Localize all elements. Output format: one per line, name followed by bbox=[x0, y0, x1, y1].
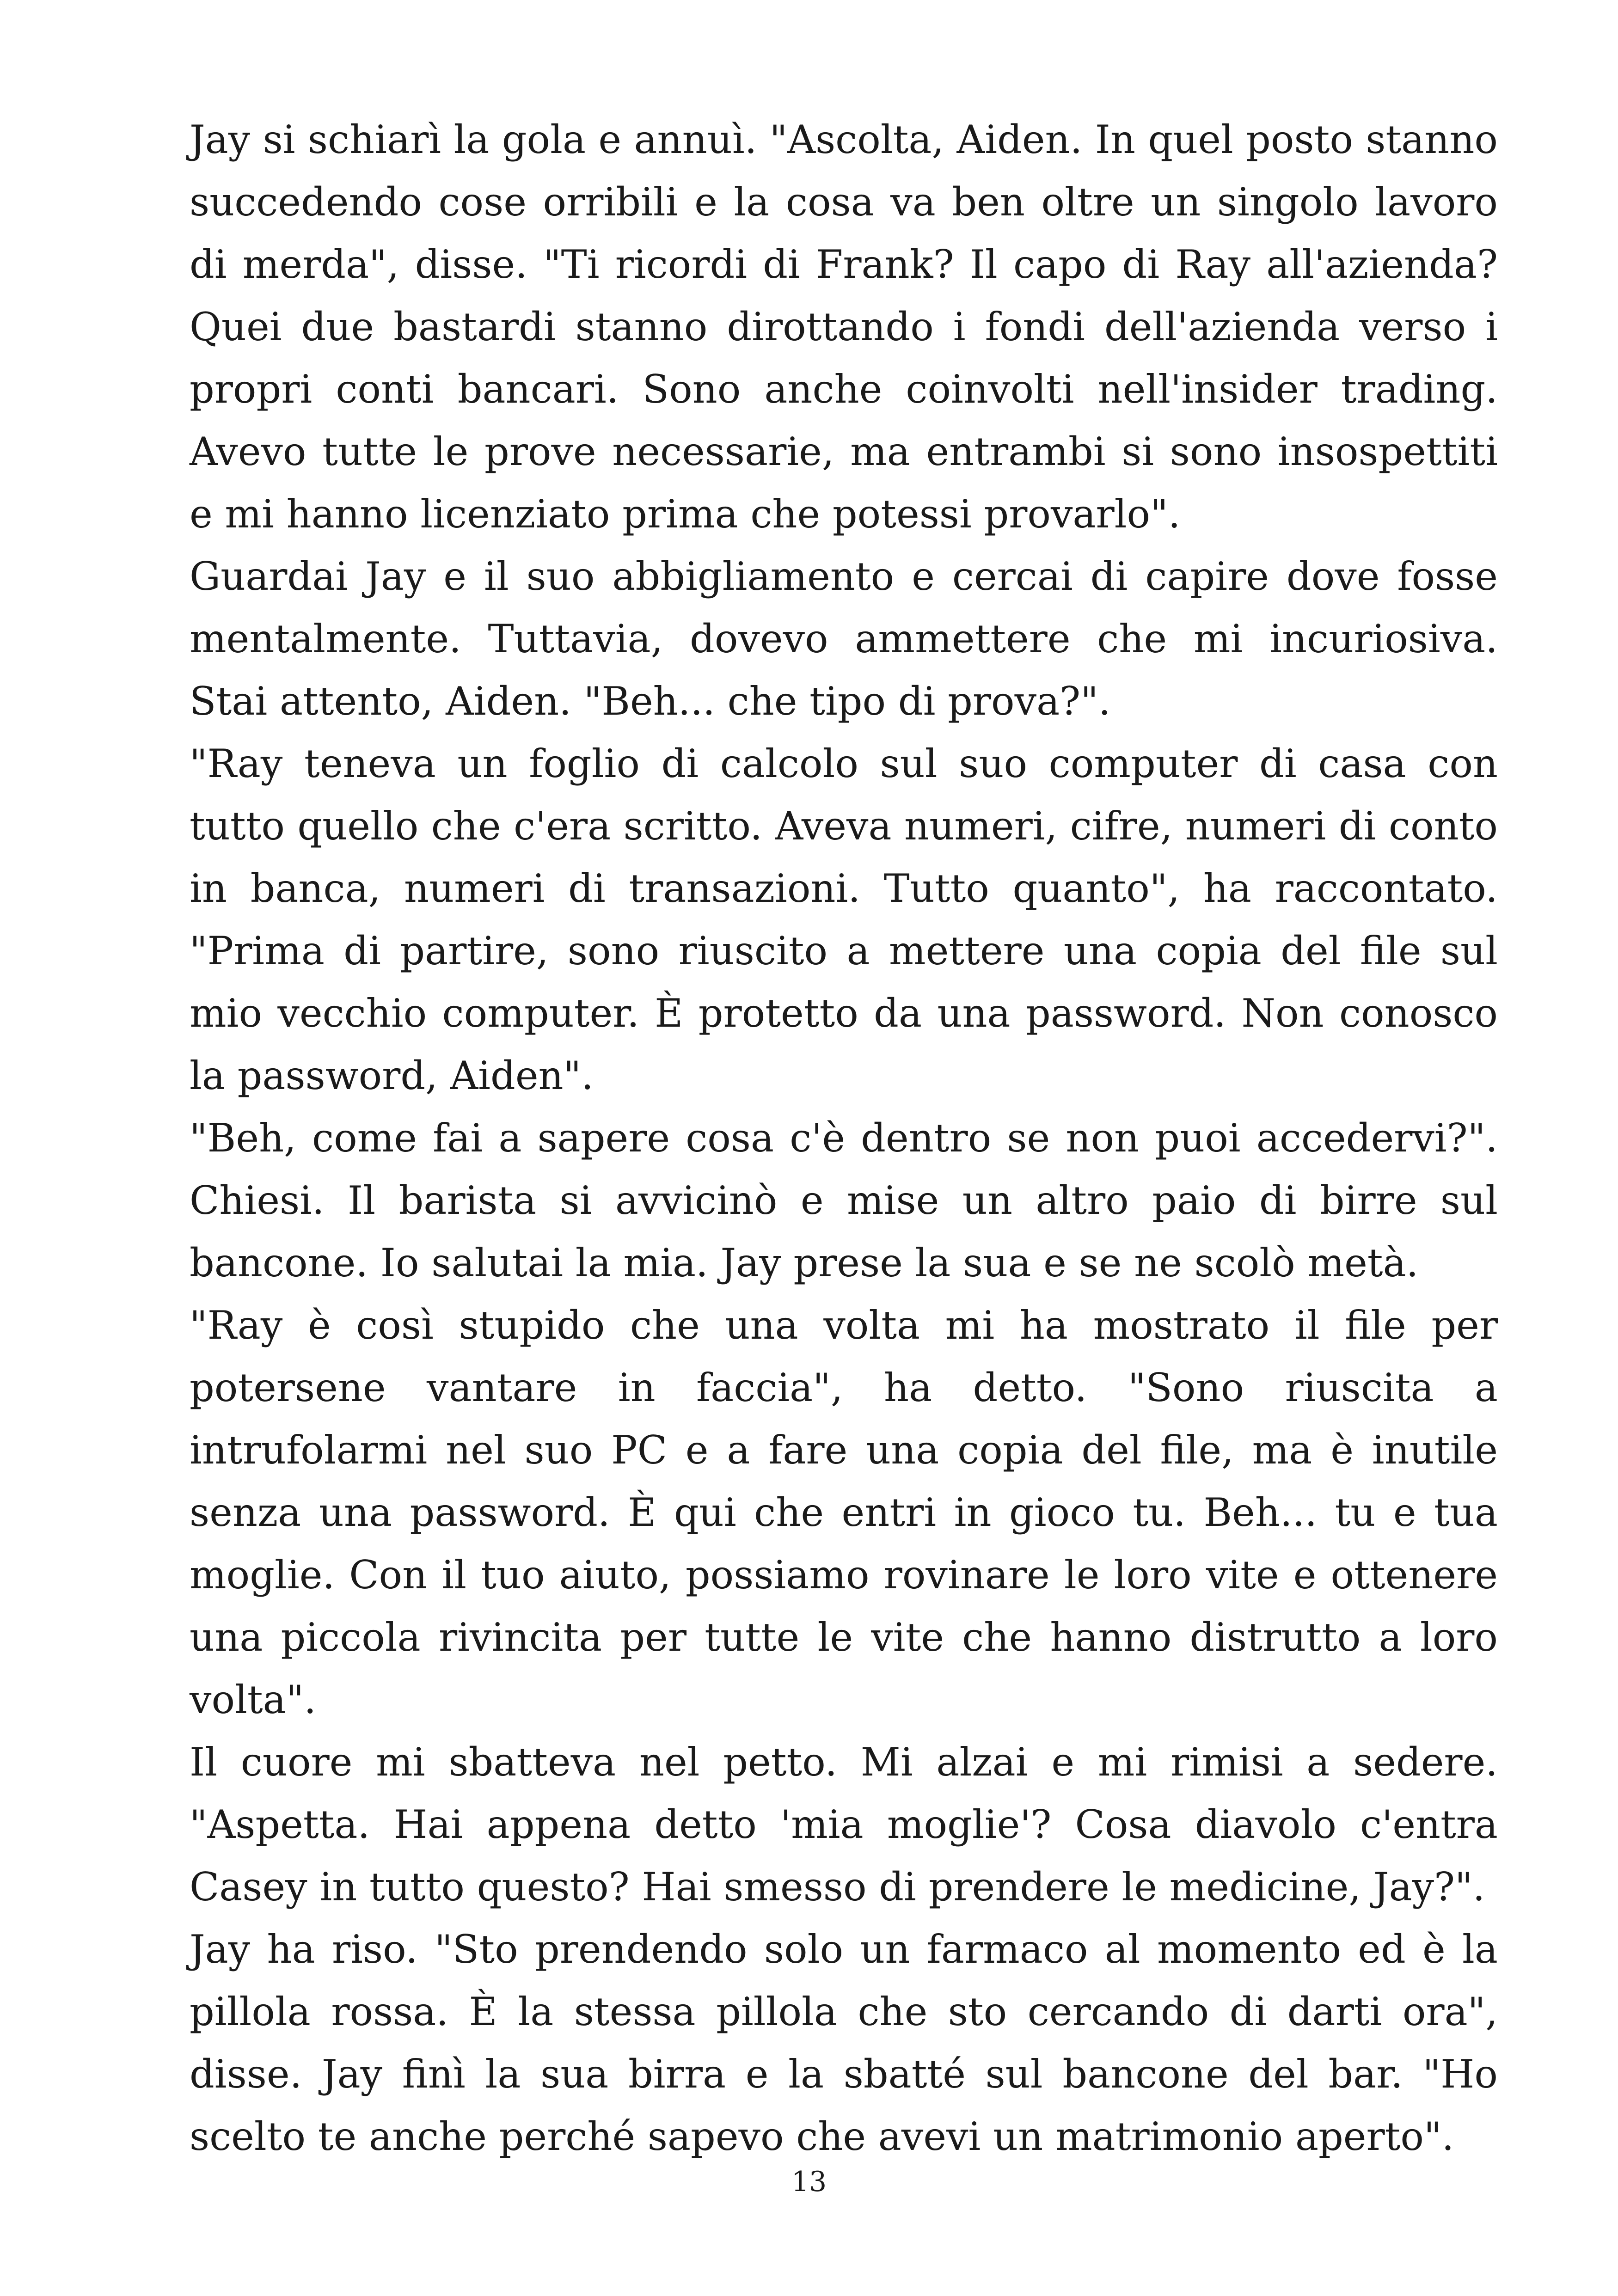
body-text bbox=[190, 109, 1498, 2168]
paragraph: "Ray teneva un foglio di calcolo sul suo computer di casa con tutto quello che c'era scritto. Aveva numeri, cifre, numeri di conto in banca, numeri di transazioni. Tutto quanto", ha raccontato. "Prima di partire, sono riuscito a mettere una copia del file sul mio vecchio computer. È protetto da una password. Non conosco la password, Aiden". bbox=[190, 741, 1498, 1098]
paragraph: Il cuore mi sbatteva nel petto. Mi alzai e mi rimisi a sedere. "Aspetta. Hai appena detto 'mia moglie'? Cosa diavolo c'entra Casey in tutto questo? Hai smesso di prendere le medicine, Jay?". bbox=[190, 1739, 1498, 1910]
paragraph: "Beh, come fai a sapere cosa c'è dentro se non puoi accedervi?". Chiesi. Il barista si avvicinò e mise un altro paio di birre sul bancone. Io salutai la mia. Jay prese la sua e se ne scolò metà. bbox=[190, 1115, 1498, 1286]
page-number: 13 bbox=[791, 2166, 827, 2198]
paragraph: Jay ha riso. "Sto prendendo solo un farmaco al momento ed è la pillola rossa. È la stessa pillola che sto cercando di darti ora", disse. Jay finì la sua birra e la sbatté sul bancone del bar. "Ho scelto te anche perché sapevo che avevi un matrimonio aperto". bbox=[190, 1927, 1498, 2159]
paragraph: Guardai Jay e il suo abbigliamento e cercai di capire dove fosse mentalmente. Tuttavia, dovevo ammettere che mi incuriosiva. Stai attento, Aiden. "Beh... che tipo di prova?". bbox=[190, 554, 1498, 724]
paragraph: "Ray è così stupido che una volta mi ha mostrato il file per potersene vantare in faccia", ha detto. "Sono riuscita a intrufolarmi nel suo PC e a fare una copia del file, ma è inutile senza una password. È qui che entri in gioco tu. Beh... tu e tua moglie. Con il tuo aiuto, possiamo rovinare le loro vite e ottenere una piccola rivincita per tutte le vite che hanno distrutto a loro volta". bbox=[190, 1303, 1498, 1722]
paragraph: Jay si schiarì la gola e annuì. "Ascolta, Aiden. In quel posto stanno succedendo cose orribili e la cosa va ben oltre un singolo lavoro di merda", disse. "Ti ricordi di Frank? Il capo di Ray all'azienda? Quei due bastardi stanno dirottando i fondi dell'azienda verso i propri conti bancari. Sono anche coinvolti nell'insider trading. Avevo tutte le prove necessarie, ma entrambi si sono insospettiti e mi hanno licenziato prima che potessi provarlo". bbox=[190, 117, 1498, 537]
